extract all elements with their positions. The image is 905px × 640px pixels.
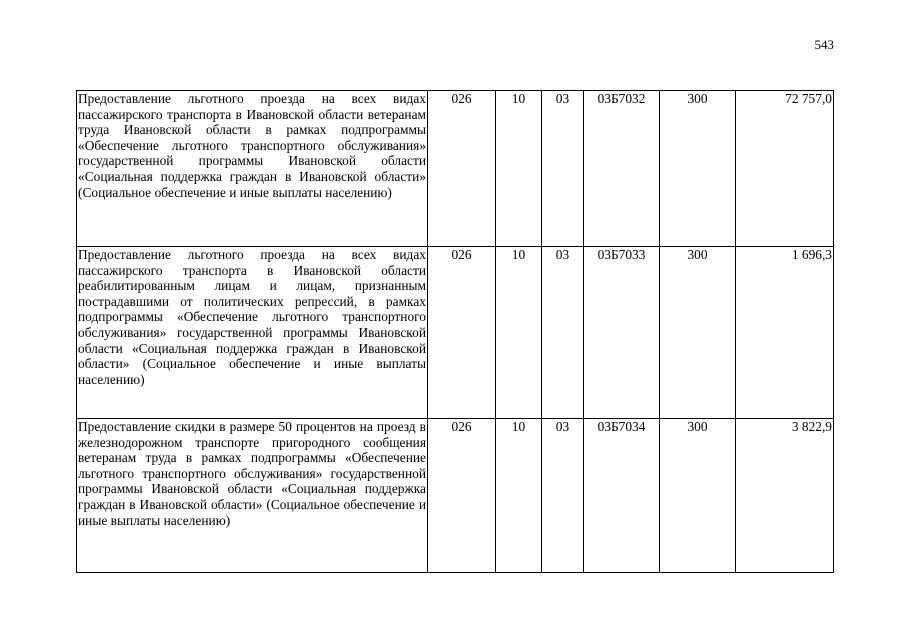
- ministry-code: 026: [428, 419, 496, 573]
- amount-cell: 1 696,3: [736, 247, 834, 419]
- ministry-code: 026: [428, 91, 496, 247]
- expense-type-code: 300: [660, 419, 736, 573]
- article-code: 03Б7033: [584, 247, 660, 419]
- row-description: Предоставление скидки в размере 50 процентов на проезд в железнодорожном транспорте пригородного сообщения ветеранам труда в рамках подпрограммы «Обеспечение льготного транспортного обслуживания» государственной программы Ивановской области «Социальная поддержка граждан в Ивановской области» (Социальное обеспечение и иные выплаты населению): [77, 419, 428, 573]
- row-description: Предоставление льготного проезда на всех видах пассажирского транспорта в Ивановской области ветеранам труда Ивановской области в рамках подпрограммы «Обеспечение льготного транспортного обслуживания» государственной программы Ивановской области «Социальная поддержка граждан в Ивановской области» (Социальное обеспечение и иные выплаты населению): [77, 91, 428, 247]
- amount-cell: 3 822,9: [736, 419, 834, 573]
- expense-type-code: 300: [660, 247, 736, 419]
- section-code: 10: [496, 419, 542, 573]
- table-row: [77, 91, 834, 247]
- row-description: Предоставление льготного проезда на всех видах пассажирского транспорта в Ивановской области реабилитированным лицам и лицам, признанным пострадавшими от политических репрессий, в рамках подпрограммы «Обеспечение льготного транспортного обслуживания» государственной программы Ивановской области «Социальная поддержка граждан в Ивановской области» (Социальное обеспечение и иные выплаты населению): [77, 247, 428, 419]
- amount-cell: 72 757,0: [736, 91, 834, 247]
- page-number: 543: [814, 37, 834, 52]
- article-code: 03Б7034: [584, 419, 660, 573]
- subsection-code: 03: [542, 91, 584, 247]
- table-row: [77, 419, 834, 573]
- expense-type-code: 300: [660, 91, 736, 247]
- table-row: [77, 247, 834, 419]
- section-code: 10: [496, 247, 542, 419]
- section-code: 10: [496, 91, 542, 247]
- budget-table: [76, 90, 834, 573]
- subsection-code: 03: [542, 419, 584, 573]
- ministry-code: 026: [428, 247, 496, 419]
- article-code: 03Б7032: [584, 91, 660, 247]
- subsection-code: 03: [542, 247, 584, 419]
